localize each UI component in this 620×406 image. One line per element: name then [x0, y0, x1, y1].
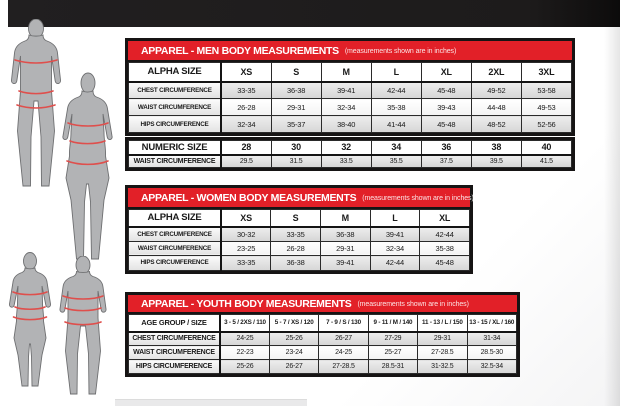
- value-cell: 26-28: [271, 241, 321, 256]
- value-cell: 33-35: [221, 82, 271, 99]
- value-cell: 36: [421, 141, 471, 155]
- youth-table-title: APPAREL - YOUTH BODY MEASUREMENTS: [141, 297, 352, 310]
- value-cell: M: [320, 210, 370, 227]
- value-cell: 42-44: [420, 227, 470, 242]
- value-cell: 5 - 7 / XS / 120: [269, 315, 318, 332]
- table-row: [129, 332, 517, 346]
- value-cell: 33-35: [271, 227, 321, 242]
- row-label-cell: HIPS CIRCUMFERENCE: [129, 116, 222, 133]
- value-cell: 48-52: [471, 116, 521, 133]
- value-cell: 35-38: [420, 241, 470, 256]
- women-table-title: APPAREL - WOMEN BODY MEASUREMENTS: [141, 191, 357, 204]
- value-cell: 41-44: [371, 116, 421, 133]
- youth-measurements-table: [128, 314, 517, 374]
- youth-table-banner: [128, 295, 517, 314]
- table-row: [129, 227, 470, 242]
- header-row: [129, 315, 517, 332]
- men-numeric-size-table: [128, 140, 572, 168]
- value-cell: 40: [521, 141, 571, 155]
- value-cell: 28.5-31: [368, 360, 417, 374]
- value-cell: 52-56: [521, 116, 571, 133]
- value-cell: 35-37: [271, 116, 321, 133]
- woman-silhouette: [55, 72, 120, 263]
- value-cell: 31-32.5: [418, 360, 467, 374]
- row-label-cell: CHEST CIRCUMFERENCE: [129, 332, 221, 346]
- value-cell: 25-26: [220, 360, 269, 374]
- value-cell: 26-27: [319, 332, 368, 346]
- value-cell: 39-41: [320, 256, 370, 271]
- value-cell: XS: [221, 63, 271, 82]
- youth-table-note: (measurements shown are in inches): [357, 300, 469, 308]
- value-cell: L: [370, 210, 420, 227]
- header-row: [129, 141, 572, 155]
- value-cell: 30: [271, 141, 321, 155]
- table-row: [129, 241, 470, 256]
- table-row: [129, 360, 517, 374]
- value-cell: S: [271, 63, 321, 82]
- value-cell: 23-24: [269, 346, 318, 360]
- row-label-cell: WAIST CIRCUMFERENCE: [129, 155, 222, 168]
- value-cell: 49-53: [521, 99, 571, 116]
- value-cell: 42-44: [371, 82, 421, 99]
- men-table-note: (measurements shown are in inches): [344, 47, 457, 55]
- right-edge-shading: [604, 0, 620, 406]
- youth-measurements-block: [125, 292, 520, 377]
- value-cell: 23-25: [221, 241, 271, 256]
- value-cell: 36-38: [271, 256, 321, 271]
- value-cell: 35.5: [371, 155, 421, 168]
- value-cell: 32-34: [321, 99, 371, 116]
- men-measurements-table: [128, 62, 572, 133]
- value-cell: 45-48: [421, 116, 471, 133]
- value-cell: 22-23: [220, 346, 269, 360]
- value-cell: 37.5: [421, 155, 471, 168]
- value-cell: 32: [321, 141, 371, 155]
- value-cell: 31-34: [467, 332, 516, 346]
- value-cell: 13 - 15 / XL / 160: [467, 315, 516, 332]
- value-cell: 9 - 11 / M / 140: [368, 315, 417, 332]
- table-row: [129, 256, 470, 271]
- table-row: [129, 346, 517, 360]
- table-row: [129, 99, 572, 116]
- value-cell: 32-34: [221, 116, 271, 133]
- row-label-cell: WAIST CIRCUMFERENCE: [129, 346, 221, 360]
- value-cell: 42-44: [370, 256, 420, 271]
- value-cell: 44-48: [471, 99, 521, 116]
- table-row: [129, 155, 572, 168]
- row-label-cell: HIPS CIRCUMFERENCE: [129, 256, 222, 271]
- value-cell: 38-40: [321, 116, 371, 133]
- value-cell: M: [321, 63, 371, 82]
- boy-silhouette: [57, 256, 109, 398]
- value-cell: 24-25: [220, 332, 269, 346]
- value-cell: 30-32: [221, 227, 271, 242]
- women-table-note: (measurements shown are in inches): [362, 194, 474, 202]
- row-label-cell: ALPHA SIZE: [129, 63, 222, 82]
- value-cell: 53-58: [521, 82, 571, 99]
- men-measurements-block: [125, 38, 575, 136]
- value-cell: 33-35: [221, 256, 271, 271]
- girl-silhouette: [5, 252, 55, 390]
- value-cell: 27-29: [368, 332, 417, 346]
- value-cell: 29.5: [221, 155, 271, 168]
- value-cell: 26-28: [221, 99, 271, 116]
- value-cell: 41.5: [521, 155, 571, 168]
- value-cell: 24-25: [319, 346, 368, 360]
- row-label-cell: ALPHA SIZE: [129, 210, 222, 227]
- value-cell: 36-38: [271, 82, 321, 99]
- value-cell: 39.5: [471, 155, 521, 168]
- value-cell: 39-41: [370, 227, 420, 242]
- value-cell: 2XL: [471, 63, 521, 82]
- value-cell: 7 - 9 / S / 130: [319, 315, 368, 332]
- table-row: [129, 116, 572, 133]
- men-numeric-size-block: [125, 137, 575, 171]
- value-cell: 29-31: [271, 99, 321, 116]
- value-cell: 45-48: [421, 82, 471, 99]
- value-cell: 45-48: [420, 256, 470, 271]
- value-cell: 25-27: [368, 346, 417, 360]
- women-measurements-block: [125, 185, 473, 274]
- row-label-cell: WAIST CIRCUMFERENCE: [129, 241, 222, 256]
- value-cell: 33.5: [321, 155, 371, 168]
- row-label-cell: WAIST CIRCUMFERENCE: [129, 99, 222, 116]
- value-cell: XL: [421, 63, 471, 82]
- header-row: [129, 210, 470, 227]
- value-cell: 29-31: [320, 241, 370, 256]
- value-cell: 39-43: [421, 99, 471, 116]
- value-cell: 27-28.5: [319, 360, 368, 374]
- value-cell: 11 - 13 / L / 150: [418, 315, 467, 332]
- value-cell: 49-52: [471, 82, 521, 99]
- value-cell: 3XL: [521, 63, 571, 82]
- value-cell: 27-28.5: [418, 346, 467, 360]
- men-table-banner: [128, 41, 572, 62]
- value-cell: 38: [471, 141, 521, 155]
- value-cell: 25-26: [269, 332, 318, 346]
- men-table-title: APPAREL - MEN BODY MEASUREMENTS: [141, 44, 339, 57]
- row-label-cell: CHEST CIRCUMFERENCE: [129, 227, 222, 242]
- value-cell: 35-38: [371, 99, 421, 116]
- women-table-banner: [128, 188, 474, 209]
- value-cell: XS: [221, 210, 271, 227]
- value-cell: XL: [420, 210, 470, 227]
- top-black-bar: [8, 0, 620, 27]
- value-cell: 28.5-30: [467, 346, 516, 360]
- table-row: [129, 82, 572, 99]
- row-label-cell: HIPS CIRCUMFERENCE: [129, 360, 221, 374]
- value-cell: S: [271, 210, 321, 227]
- header-row: [129, 63, 572, 82]
- value-cell: 3 - 5 / 2XS / 110: [220, 315, 269, 332]
- value-cell: 34: [371, 141, 421, 155]
- row-label-cell: AGE GROUP / SIZE: [129, 315, 221, 332]
- value-cell: 32-34: [370, 241, 420, 256]
- value-cell: 31.5: [271, 155, 321, 168]
- row-label-cell: CHEST CIRCUMFERENCE: [129, 82, 222, 99]
- row-label-cell: NUMERIC SIZE: [129, 141, 222, 155]
- value-cell: 36-38: [320, 227, 370, 242]
- women-measurements-table: [128, 209, 470, 271]
- value-cell: 32.5-34: [467, 360, 516, 374]
- value-cell: L: [371, 63, 421, 82]
- value-cell: 26-27: [269, 360, 318, 374]
- value-cell: 28: [221, 141, 271, 155]
- bottom-partial-strip: [115, 399, 307, 406]
- value-cell: 39-41: [321, 82, 371, 99]
- value-cell: 29-31: [418, 332, 467, 346]
